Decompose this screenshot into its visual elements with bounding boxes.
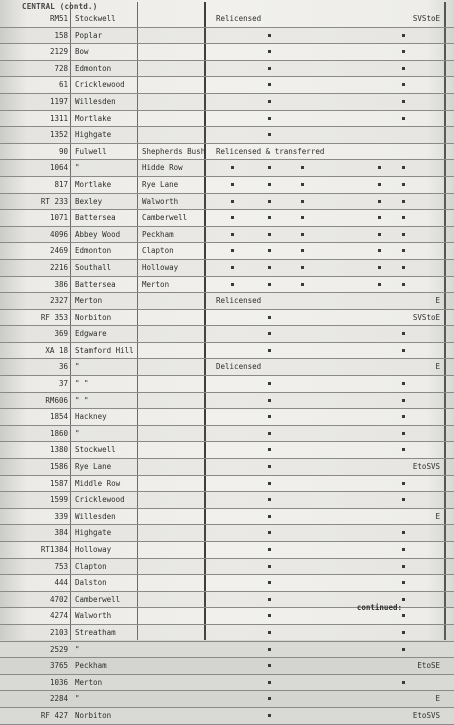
from-location: Clapton bbox=[75, 561, 107, 571]
transfer-code: E bbox=[435, 511, 440, 521]
from-location: Southall bbox=[75, 262, 112, 272]
vehicle-id: 1380 bbox=[49, 445, 68, 455]
tick-mark bbox=[268, 316, 271, 319]
tick-mark bbox=[268, 332, 271, 335]
from-location: Rye Lane bbox=[75, 462, 112, 472]
from-location: Norbiton bbox=[75, 710, 112, 720]
table-row bbox=[0, 310, 454, 327]
vehicle-id: RM51 bbox=[49, 14, 68, 23]
vehicle-id: 384 bbox=[54, 528, 68, 538]
tick-mark bbox=[268, 531, 271, 534]
tick-mark bbox=[402, 216, 405, 219]
table-row bbox=[0, 227, 454, 244]
tick-mark bbox=[268, 515, 271, 518]
table-row bbox=[0, 708, 454, 725]
tick-mark bbox=[268, 266, 271, 269]
transfer-code: SVStoE bbox=[412, 312, 440, 322]
status-text: Relicensed bbox=[216, 296, 262, 306]
vehicle-id: 90 bbox=[58, 146, 68, 156]
transfer-code: EtoSVS bbox=[412, 710, 440, 720]
vehicle-id: 1587 bbox=[49, 478, 68, 488]
tick-marks bbox=[206, 509, 444, 524]
from-location: " bbox=[75, 362, 80, 372]
tick-mark bbox=[268, 448, 271, 451]
table-row bbox=[0, 575, 454, 592]
from-location: Merton bbox=[75, 677, 103, 687]
from-location: Bexley bbox=[75, 196, 103, 206]
tick-marks bbox=[206, 642, 444, 657]
from-location: Merton bbox=[75, 296, 103, 306]
tick-mark bbox=[402, 100, 405, 103]
tick-mark bbox=[231, 166, 234, 169]
table-row bbox=[0, 542, 454, 559]
transfer-code: EtoSE bbox=[417, 661, 440, 671]
vehicle-table bbox=[0, 11, 454, 725]
tick-mark bbox=[268, 399, 271, 402]
tick-mark bbox=[268, 50, 271, 53]
tick-mark bbox=[301, 233, 304, 236]
tick-mark bbox=[402, 249, 405, 252]
from-location: Fulwell bbox=[75, 146, 107, 156]
table-row bbox=[0, 359, 454, 376]
from-location: Norbiton bbox=[75, 312, 112, 322]
tick-mark bbox=[268, 432, 271, 435]
from-location: Edmonton bbox=[75, 246, 112, 256]
from-location: Highgate bbox=[75, 528, 112, 538]
table-row bbox=[0, 459, 454, 476]
tick-mark bbox=[268, 382, 271, 385]
tick-mark bbox=[268, 415, 271, 418]
tick-mark bbox=[268, 581, 271, 584]
tick-mark bbox=[268, 697, 271, 700]
transfer-code: E bbox=[435, 362, 440, 372]
tick-mark bbox=[268, 34, 271, 37]
to-location: Holloway bbox=[142, 262, 179, 272]
tick-marks bbox=[206, 343, 444, 358]
vehicle-id: 37 bbox=[58, 379, 68, 389]
vehicle-id: 1599 bbox=[49, 495, 68, 505]
vehicle-id: 1197 bbox=[49, 96, 68, 106]
table-row bbox=[0, 442, 454, 459]
from-location: Battersea bbox=[75, 279, 116, 289]
vehicle-id: 369 bbox=[54, 329, 68, 339]
tick-marks bbox=[206, 708, 444, 723]
tick-mark bbox=[268, 631, 271, 634]
tick-mark bbox=[402, 50, 405, 53]
tick-mark bbox=[402, 266, 405, 269]
table-row bbox=[0, 376, 454, 393]
tick-mark bbox=[268, 465, 271, 468]
from-location: Cricklewood bbox=[75, 495, 125, 505]
tick-mark bbox=[402, 399, 405, 402]
vehicle-id: 1036 bbox=[49, 677, 68, 687]
tick-mark bbox=[231, 266, 234, 269]
tick-mark bbox=[402, 332, 405, 335]
vehicle-id: RM606 bbox=[45, 395, 68, 405]
table-row bbox=[0, 111, 454, 128]
vehicle-id: XA 18 bbox=[45, 345, 68, 355]
from-location: Peckham bbox=[75, 661, 107, 671]
tick-marks bbox=[206, 542, 444, 557]
tick-mark bbox=[301, 283, 304, 286]
tick-mark bbox=[402, 166, 405, 169]
tick-mark bbox=[231, 183, 234, 186]
tick-mark bbox=[268, 565, 271, 568]
vehicle-id: 753 bbox=[54, 561, 68, 571]
tick-mark bbox=[402, 614, 405, 617]
tick-mark bbox=[268, 482, 271, 485]
tick-marks bbox=[206, 426, 444, 441]
tick-mark bbox=[268, 548, 271, 551]
table-row bbox=[0, 559, 454, 576]
from-location: Dalston bbox=[75, 578, 107, 588]
tick-mark bbox=[402, 598, 405, 601]
tick-mark bbox=[268, 714, 271, 717]
tick-mark bbox=[402, 531, 405, 534]
vehicle-id: 1311 bbox=[49, 113, 68, 123]
from-location: " " bbox=[75, 379, 89, 389]
tick-marks bbox=[206, 559, 444, 574]
tick-mark bbox=[378, 166, 381, 169]
table-row bbox=[0, 476, 454, 493]
table-row bbox=[0, 277, 454, 294]
tick-mark bbox=[268, 166, 271, 169]
from-location: Willesden bbox=[75, 96, 116, 106]
table-row bbox=[0, 691, 454, 708]
to-location: Merton bbox=[142, 279, 170, 289]
tick-mark bbox=[402, 648, 405, 651]
from-location: Stockwell bbox=[75, 14, 116, 23]
tick-mark bbox=[402, 382, 405, 385]
vehicle-id: 4702 bbox=[49, 594, 68, 604]
tick-mark bbox=[301, 183, 304, 186]
tick-mark bbox=[402, 67, 405, 70]
table-row bbox=[0, 144, 454, 161]
tick-mark bbox=[231, 216, 234, 219]
table-row bbox=[0, 343, 454, 360]
vehicle-id: 2529 bbox=[49, 644, 68, 654]
from-location: Mortlake bbox=[75, 113, 112, 123]
tick-marks bbox=[206, 459, 444, 474]
vehicle-id: 158 bbox=[54, 30, 68, 40]
tick-mark bbox=[268, 216, 271, 219]
vehicle-id: 386 bbox=[54, 279, 68, 289]
vehicle-id: 1352 bbox=[49, 130, 68, 140]
tick-marks bbox=[206, 310, 444, 325]
tick-mark bbox=[268, 117, 271, 120]
from-location: Walworth bbox=[75, 611, 112, 621]
from-location: " bbox=[75, 694, 80, 704]
tick-mark bbox=[268, 598, 271, 601]
tick-mark bbox=[268, 67, 271, 70]
from-location: Stamford Hill bbox=[75, 345, 134, 355]
tick-marks bbox=[206, 243, 444, 258]
section-header: CENTRAL (contd.) bbox=[22, 2, 98, 11]
table-row bbox=[0, 177, 454, 194]
tick-marks bbox=[206, 94, 444, 109]
tick-mark bbox=[402, 183, 405, 186]
tick-mark bbox=[402, 349, 405, 352]
vehicle-id: 2216 bbox=[49, 262, 68, 272]
vehicle-id: 1586 bbox=[49, 462, 68, 472]
tick-mark bbox=[268, 83, 271, 86]
tick-mark bbox=[231, 200, 234, 203]
table-row bbox=[0, 642, 454, 659]
tick-marks bbox=[206, 127, 444, 142]
tick-mark bbox=[268, 200, 271, 203]
vehicle-id: RF 427 bbox=[40, 710, 68, 720]
tick-marks bbox=[206, 476, 444, 491]
from-location: Camberwell bbox=[75, 594, 121, 604]
tick-marks bbox=[206, 575, 444, 590]
tick-marks bbox=[206, 393, 444, 408]
from-location: Streatham bbox=[75, 627, 116, 637]
table-row bbox=[0, 77, 454, 94]
tick-mark bbox=[402, 432, 405, 435]
transfer-code: E bbox=[435, 694, 440, 704]
tick-mark bbox=[402, 83, 405, 86]
table-row bbox=[0, 210, 454, 227]
tick-mark bbox=[402, 200, 405, 203]
tick-mark bbox=[268, 233, 271, 236]
tick-marks bbox=[206, 194, 444, 209]
tick-mark bbox=[402, 681, 405, 684]
tick-mark bbox=[268, 664, 271, 667]
tick-mark bbox=[402, 498, 405, 501]
tick-mark bbox=[268, 283, 271, 286]
vehicle-id: 36 bbox=[58, 362, 68, 372]
table-row bbox=[0, 194, 454, 211]
tick-marks bbox=[206, 409, 444, 424]
tick-marks bbox=[206, 525, 444, 540]
table-row bbox=[0, 260, 454, 277]
tick-mark bbox=[268, 133, 271, 136]
tick-mark bbox=[378, 183, 381, 186]
table-row bbox=[0, 525, 454, 542]
from-location: Willesden bbox=[75, 511, 116, 521]
from-location: Abbey Wood bbox=[75, 229, 121, 239]
from-location: Stockwell bbox=[75, 445, 116, 455]
from-location: Holloway bbox=[75, 545, 112, 554]
tick-mark bbox=[268, 100, 271, 103]
table-row bbox=[0, 409, 454, 426]
vehicle-id: 2327 bbox=[49, 296, 68, 306]
table-row bbox=[0, 11, 454, 28]
vehicle-id: 1860 bbox=[49, 428, 68, 438]
vehicle-id: 2284 bbox=[49, 694, 68, 704]
status-text: Relicensed & transferred bbox=[216, 146, 325, 156]
tick-marks bbox=[206, 28, 444, 43]
tick-marks bbox=[206, 442, 444, 457]
from-location: Hackney bbox=[75, 412, 107, 422]
vehicle-id: 1854 bbox=[49, 412, 68, 422]
from-location: " bbox=[75, 428, 80, 438]
tick-mark bbox=[402, 117, 405, 120]
tick-marks bbox=[206, 111, 444, 126]
table-row bbox=[0, 509, 454, 526]
from-location: Middle Row bbox=[75, 478, 121, 488]
table-row bbox=[0, 94, 454, 111]
vehicle-id: 2469 bbox=[49, 246, 68, 256]
continued-label: continued: bbox=[356, 603, 402, 612]
tick-marks bbox=[206, 675, 444, 690]
tick-marks bbox=[206, 691, 444, 706]
tick-mark bbox=[301, 200, 304, 203]
tick-mark bbox=[268, 648, 271, 651]
tick-marks bbox=[206, 293, 444, 308]
table-row bbox=[0, 625, 454, 642]
tick-mark bbox=[402, 448, 405, 451]
vehicle-id: 817 bbox=[54, 179, 68, 189]
table-row bbox=[0, 675, 454, 692]
tick-mark bbox=[268, 349, 271, 352]
tick-mark bbox=[378, 249, 381, 252]
vehicle-id: 444 bbox=[54, 578, 68, 588]
tick-mark bbox=[231, 249, 234, 252]
from-location: Battersea bbox=[75, 213, 116, 223]
tick-mark bbox=[231, 233, 234, 236]
tick-mark bbox=[402, 631, 405, 634]
table-row bbox=[0, 61, 454, 78]
table-row bbox=[0, 243, 454, 260]
from-location: " " bbox=[75, 395, 89, 405]
tick-mark bbox=[231, 283, 234, 286]
from-location: Highgate bbox=[75, 130, 112, 140]
tick-marks bbox=[206, 210, 444, 225]
table-row bbox=[0, 160, 454, 177]
tick-mark bbox=[268, 614, 271, 617]
tick-mark bbox=[402, 283, 405, 286]
tick-mark bbox=[402, 565, 405, 568]
tick-mark bbox=[402, 34, 405, 37]
vehicle-id: 4274 bbox=[49, 611, 68, 621]
tick-marks bbox=[206, 144, 444, 159]
tick-mark bbox=[268, 249, 271, 252]
tick-marks bbox=[206, 592, 444, 607]
from-location: " bbox=[75, 163, 80, 173]
table-row bbox=[0, 326, 454, 343]
table-row bbox=[0, 426, 454, 443]
status-text: Relicensed bbox=[216, 14, 262, 23]
vehicle-id: 2129 bbox=[49, 47, 68, 57]
tick-mark bbox=[378, 216, 381, 219]
vehicle-id: 728 bbox=[54, 63, 68, 73]
vehicle-id: 61 bbox=[58, 80, 68, 90]
to-location: Clapton bbox=[142, 246, 174, 256]
tick-mark bbox=[402, 415, 405, 418]
tick-marks bbox=[206, 658, 444, 673]
transfer-code: EtoSVS bbox=[412, 462, 440, 472]
from-location: Bow bbox=[75, 47, 89, 57]
tick-mark bbox=[378, 233, 381, 236]
tick-marks bbox=[206, 608, 444, 623]
tick-marks bbox=[206, 260, 444, 275]
status-text: Delicensed bbox=[216, 362, 262, 372]
vehicle-id: RF 353 bbox=[40, 312, 68, 322]
tick-marks bbox=[206, 227, 444, 242]
vehicle-id: 1071 bbox=[49, 213, 68, 223]
table-row bbox=[0, 44, 454, 61]
to-location: Hidde Row bbox=[142, 163, 183, 173]
tick-marks bbox=[206, 61, 444, 76]
to-location: Walworth bbox=[142, 196, 179, 206]
table-row bbox=[0, 28, 454, 45]
tick-mark bbox=[378, 283, 381, 286]
tick-marks bbox=[206, 77, 444, 92]
tick-marks bbox=[206, 160, 444, 175]
from-location: Poplar bbox=[75, 30, 103, 40]
table-row bbox=[0, 127, 454, 144]
from-location: Cricklewood bbox=[75, 80, 125, 90]
tick-mark bbox=[268, 681, 271, 684]
tick-mark bbox=[402, 482, 405, 485]
tick-mark bbox=[301, 216, 304, 219]
tick-mark bbox=[378, 200, 381, 203]
tick-mark bbox=[402, 548, 405, 551]
from-location: Edmonton bbox=[75, 63, 112, 73]
tick-mark bbox=[301, 249, 304, 252]
tick-marks bbox=[206, 492, 444, 507]
tick-marks bbox=[206, 376, 444, 391]
tick-mark bbox=[402, 233, 405, 236]
vehicle-id: 4096 bbox=[49, 229, 68, 239]
vehicle-id: RT1384 bbox=[40, 545, 68, 554]
vehicle-id: 339 bbox=[54, 511, 68, 521]
vehicle-id: 1064 bbox=[49, 163, 68, 173]
tick-marks bbox=[206, 177, 444, 192]
to-location: Shepherds Bush bbox=[142, 146, 206, 156]
table-row bbox=[0, 492, 454, 509]
tick-mark bbox=[301, 166, 304, 169]
tick-mark bbox=[402, 581, 405, 584]
to-location: Rye Lane bbox=[142, 179, 179, 189]
from-location: " bbox=[75, 644, 80, 654]
vehicle-id: 3765 bbox=[49, 661, 68, 671]
tick-marks bbox=[206, 277, 444, 292]
transfer-code: E bbox=[435, 296, 440, 306]
tick-marks bbox=[206, 326, 444, 341]
to-location: Peckham bbox=[142, 229, 174, 239]
table-row bbox=[0, 293, 454, 310]
tick-marks bbox=[206, 44, 444, 59]
tick-marks bbox=[206, 11, 444, 26]
from-location: Edgware bbox=[75, 329, 107, 339]
vehicle-id: RT 233 bbox=[40, 196, 68, 206]
tick-mark bbox=[268, 498, 271, 501]
transfer-code: SVStoE bbox=[412, 14, 440, 23]
tick-marks bbox=[206, 625, 444, 640]
vehicle-id: 2103 bbox=[49, 627, 68, 637]
tick-mark bbox=[378, 266, 381, 269]
tick-mark bbox=[268, 183, 271, 186]
to-location: Camberwell bbox=[142, 213, 188, 223]
table-row bbox=[0, 658, 454, 675]
table-row bbox=[0, 393, 454, 410]
tick-mark bbox=[301, 266, 304, 269]
from-location: Mortlake bbox=[75, 179, 112, 189]
tick-marks bbox=[206, 359, 444, 374]
